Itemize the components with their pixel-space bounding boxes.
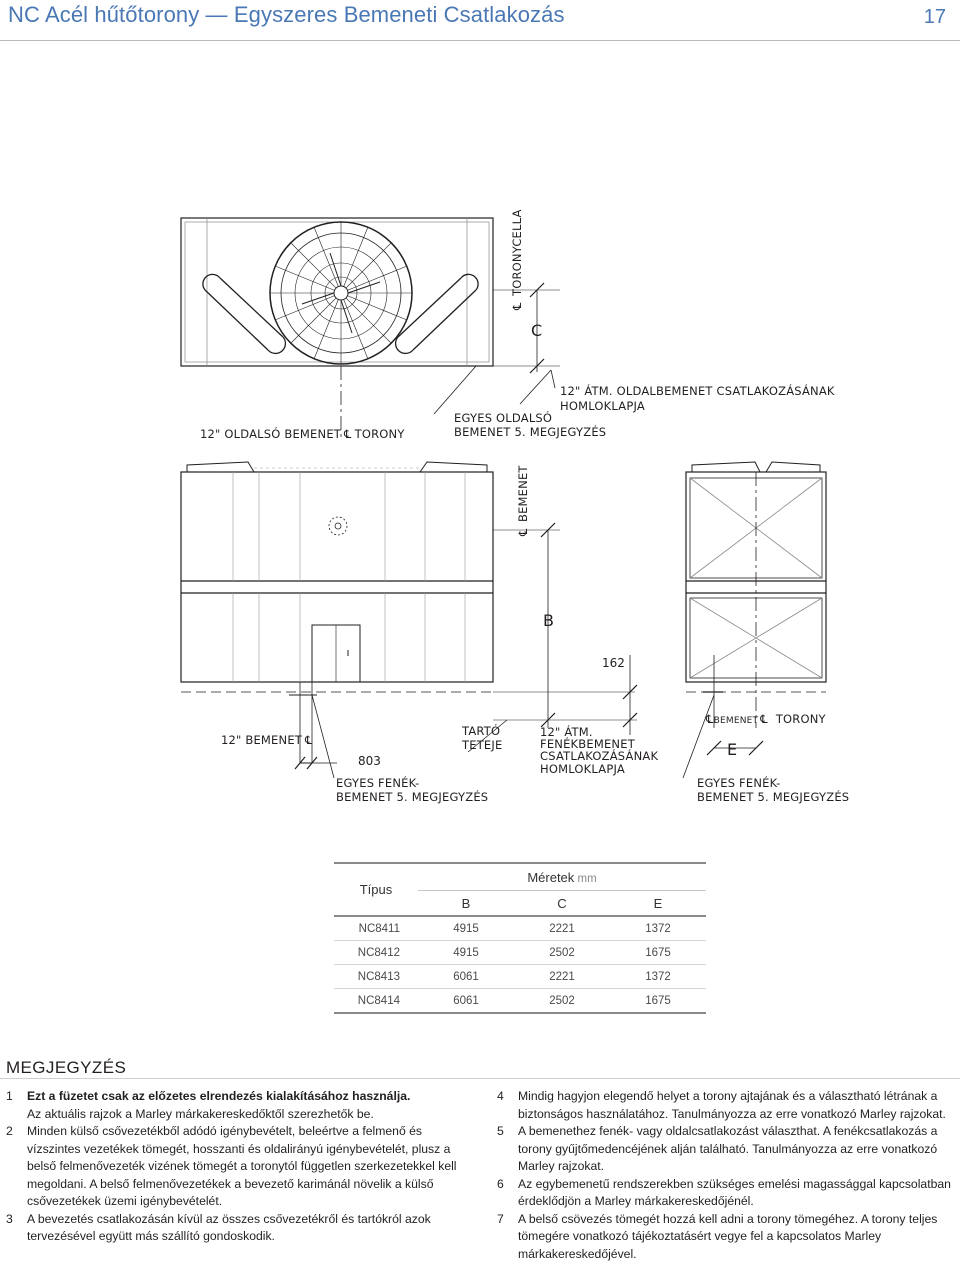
label-side-inlet-centerline: 12" OLDALSÓ BEMENET ℄ TORONY: [200, 427, 405, 441]
note-1: 1 Ezt a füzetet csak az előzetes elrendezés kialakításához használja. Az aktuális rajzok a Marley márkakereskedőktől szerezhetők be.: [6, 1089, 411, 1121]
drawing-labels: [200, 209, 849, 804]
page-number: 17: [923, 6, 946, 28]
note-5: 5 A bemenethez fenék- vagy oldalcsatlakozást választhat. A fenékcsatlakozás a torony gyűjtőmedencéjének alján található. Tanulmányozza az erre vonatkozó Marley rajzokat.: [497, 1124, 938, 1173]
dimensions-table: [334, 862, 706, 1014]
label-bottom-inlet-face-2: FENÉKBEMENET: [540, 737, 635, 751]
top-view-plan: [181, 218, 560, 438]
table-header-b: B: [418, 891, 514, 917]
label-dim-162: 162: [602, 656, 625, 670]
notes-heading: MEGJEGYZÉS: [6, 1058, 127, 1077]
label-single-bottom-inlet-left-2: BEMENET 5. MEGJEGYZÉS: [336, 790, 489, 804]
label-bottom-inlet-face-3: CSATLAKOZÁSÁNAK: [540, 749, 659, 763]
label-end-inlet-centerline: ℄BEMENET ℄ TORONY: [706, 712, 826, 726]
label-side-inlet-face-1: 12" ÁTM. OLDALBEMENET CSATLAKOZÁSÁNAK: [560, 384, 835, 398]
label-centerline-tower-cell: TORONYCELLA: [510, 209, 524, 296]
table-header-dimensions: Méretek mm: [418, 863, 706, 891]
note-7: 7 A belső csövezés tömegét hozzá kell adni a torony tömegéhez. A torony teljes tömegére vonatkozó tájékoztatásért vegye fel a kapcsolatos Marley márkakereskedőjével.: [497, 1211, 938, 1261]
label-side-inlet-face-2: HOMLOKLAPJA: [560, 399, 645, 413]
svg-text:℄: ℄: [510, 302, 524, 310]
table-header-e: E: [610, 891, 706, 917]
table-header-type: Típus: [334, 863, 418, 916]
label-single-side-inlet-1: EGYES OLDALSÓ: [454, 411, 553, 425]
label-bottom-inlet-face-4: HOMLOKLAPJA: [540, 762, 625, 776]
notes-column-left: [6, 1088, 474, 1246]
table-row: NC8414 6061 2502 1675: [334, 989, 706, 1014]
page-title: NC Acél hűtőtorony — Egyszeres Bemeneti Csatlakozás: [8, 2, 565, 27]
label-dim-803: 803: [358, 754, 381, 768]
label-single-side-inlet-2: BEMENET 5. MEGJEGYZÉS: [454, 425, 607, 439]
svg-text:℄: ℄: [516, 528, 530, 536]
table-header-c: C: [514, 891, 610, 917]
label-centerline-inlet: BEMENET: [516, 465, 530, 522]
label-single-bottom-inlet-right-1: EGYES FENÉK-: [697, 776, 781, 790]
note-4: 4 Mindig hagyjon elegendő helyet a torony ajtajának és a választható létrának a biztonságos használatához. Tanulmányozza az erre vonatkozó Marley rajzokat.: [497, 1089, 946, 1121]
note-6: 6 Az egybemenetű rendszerekben szükséges emelési magassággal kapcsolatban érdeklődjön a Marley márkakereskedőjénél.: [497, 1176, 951, 1208]
note-3: 3 A bevezetés csatlakozásán kívül az összes csővezetékről és tartókról azok tervezésével együtt más szállító gondoskodik.: [6, 1211, 431, 1243]
table-row: NC8413 6061 2221 1372: [334, 965, 706, 989]
notes-rule: [0, 1078, 960, 1079]
label-single-bottom-inlet-right-2: BEMENET 5. MEGJEGYZÉS: [697, 790, 850, 804]
table-row: NC8412 4915 2502 1675: [334, 941, 706, 965]
label-12-inlet: 12" BEMENET ℄: [221, 733, 313, 747]
notes-column-right: [497, 1088, 957, 1263]
label-support-top-1: TARTÓ: [462, 724, 501, 738]
end-elevation: [683, 462, 826, 778]
label-single-bottom-inlet-left-1: EGYES FENÉK-: [336, 776, 420, 790]
label-support-top-2: TETEJE: [462, 738, 503, 752]
note-2: 2 Minden külső csővezetékből adódó igénybevételt, beleértve a felmenő és vízszintes vezetékek tömegét, hosszanti és oldalirányú igénybevételét, plusz a belső felmenővezeték vizének tömegét a toronytól független szerkezetekkel kell megoldani. A belső felmenővezetékek a bevezető karimánál növelik a külső csővezetékek üzemi igénybevételét.: [6, 1124, 457, 1208]
label-bottom-inlet-face-1: 12" ÁTM.: [540, 725, 593, 739]
label-dim-e: E: [727, 740, 738, 759]
table-row: NC8411 4915 2221 1372: [334, 916, 706, 941]
label-dim-b: B: [543, 611, 554, 630]
label-dim-c: C: [531, 321, 543, 340]
